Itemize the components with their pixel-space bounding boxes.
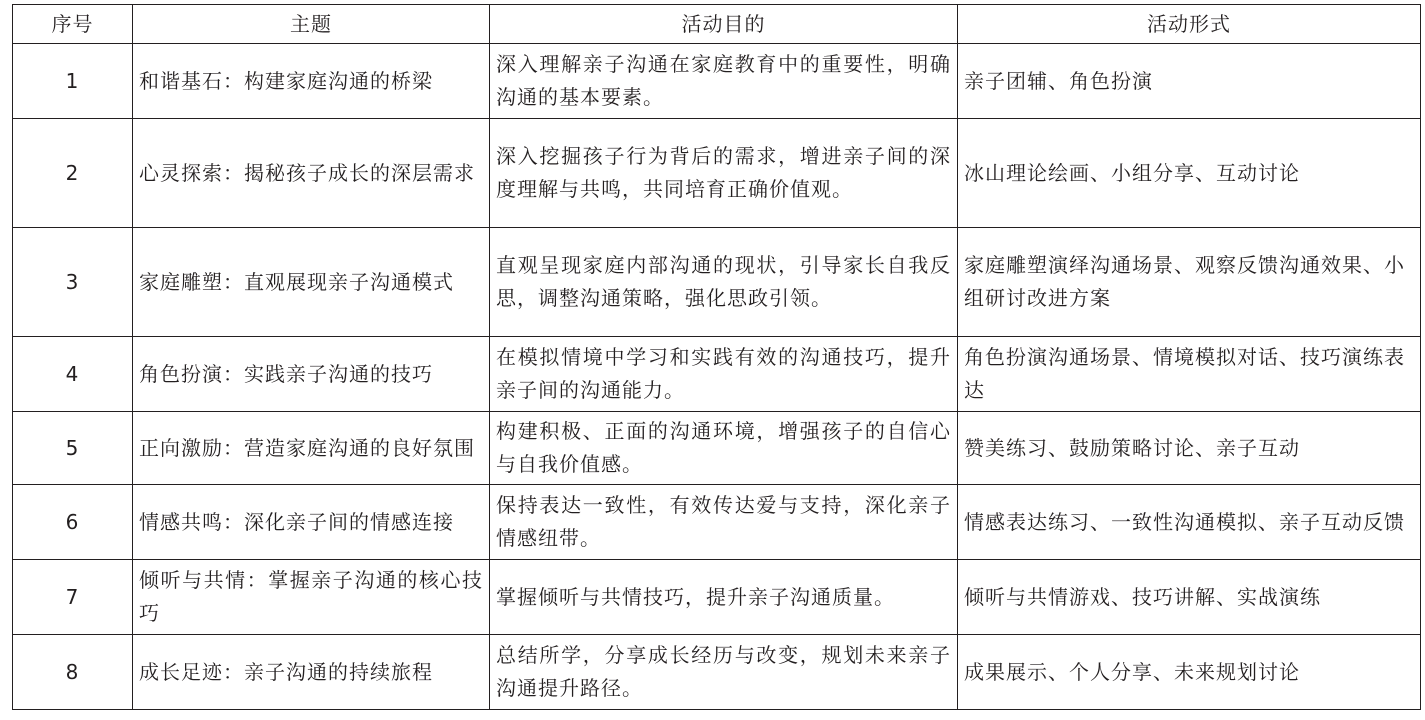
activity-table-container [12,4,1420,710]
row-form: 角色扮演沟通场景、情境模拟对话、技巧演练表达 [958,337,1421,412]
table-row [13,228,1421,337]
row-form: 亲子团辅、角色扮演 [958,44,1421,119]
row-goal: 在模拟情境中学习和实践有效的沟通技巧，提升亲子间的沟通能力。 [490,337,958,412]
row-topic: 和谐基石：构建家庭沟通的桥梁 [133,44,490,119]
row-number: 5 [13,412,133,485]
row-number: 4 [13,337,133,412]
row-goal: 深入理解亲子沟通在家庭教育中的重要性，明确沟通的基本要素。 [490,44,958,119]
row-number: 6 [13,485,133,560]
row-form: 倾听与共情游戏、技巧讲解、实战演练 [958,560,1421,635]
row-topic: 心灵探索：揭秘孩子成长的深层需求 [133,119,490,228]
row-topic: 倾听与共情：掌握亲子沟通的核心技巧 [133,560,490,635]
row-number: 2 [13,119,133,228]
activity-table [12,4,1421,710]
row-goal: 总结所学，分享成长经历与改变，规划未来亲子沟通提升路径。 [490,635,958,710]
row-form: 成果展示、个人分享、未来规划讨论 [958,635,1421,710]
table-row [13,337,1421,412]
row-goal: 保持表达一致性，有效传达爱与支持，深化亲子情感纽带。 [490,485,958,560]
row-topic: 家庭雕塑：直观展现亲子沟通模式 [133,228,490,337]
header-topic: 主题 [133,5,490,44]
row-goal: 构建积极、正面的沟通环境，增强孩子的自信心与自我价值感。 [490,412,958,485]
header-goal: 活动目的 [490,5,958,44]
table-row [13,119,1421,228]
row-topic: 正向激励：营造家庭沟通的良好氛围 [133,412,490,485]
row-form: 赞美练习、鼓励策略讨论、亲子互动 [958,412,1421,485]
row-goal: 直观呈现家庭内部沟通的现状，引导家长自我反思，调整沟通策略，强化思政引领。 [490,228,958,337]
table-row [13,44,1421,119]
row-form: 家庭雕塑演绎沟通场景、观察反馈沟通效果、小组研讨改进方案 [958,228,1421,337]
table-row [13,412,1421,485]
row-number: 7 [13,560,133,635]
table-row [13,485,1421,560]
row-topic: 情感共鸣：深化亲子间的情感连接 [133,485,490,560]
row-form: 情感表达练习、一致性沟通模拟、亲子互动反馈 [958,485,1421,560]
row-number: 3 [13,228,133,337]
table-row [13,635,1421,710]
row-number: 1 [13,44,133,119]
row-number: 8 [13,635,133,710]
row-goal: 掌握倾听与共情技巧，提升亲子沟通质量。 [490,560,958,635]
row-topic: 成长足迹：亲子沟通的持续旅程 [133,635,490,710]
table-row [13,560,1421,635]
row-form: 冰山理论绘画、小组分享、互动讨论 [958,119,1421,228]
header-number: 序号 [13,5,133,44]
row-goal: 深入挖掘孩子行为背后的需求，增进亲子间的深度理解与共鸣，共同培育正确价值观。 [490,119,958,228]
row-topic: 角色扮演：实践亲子沟通的技巧 [133,337,490,412]
header-row [13,5,1421,44]
header-form: 活动形式 [958,5,1421,44]
